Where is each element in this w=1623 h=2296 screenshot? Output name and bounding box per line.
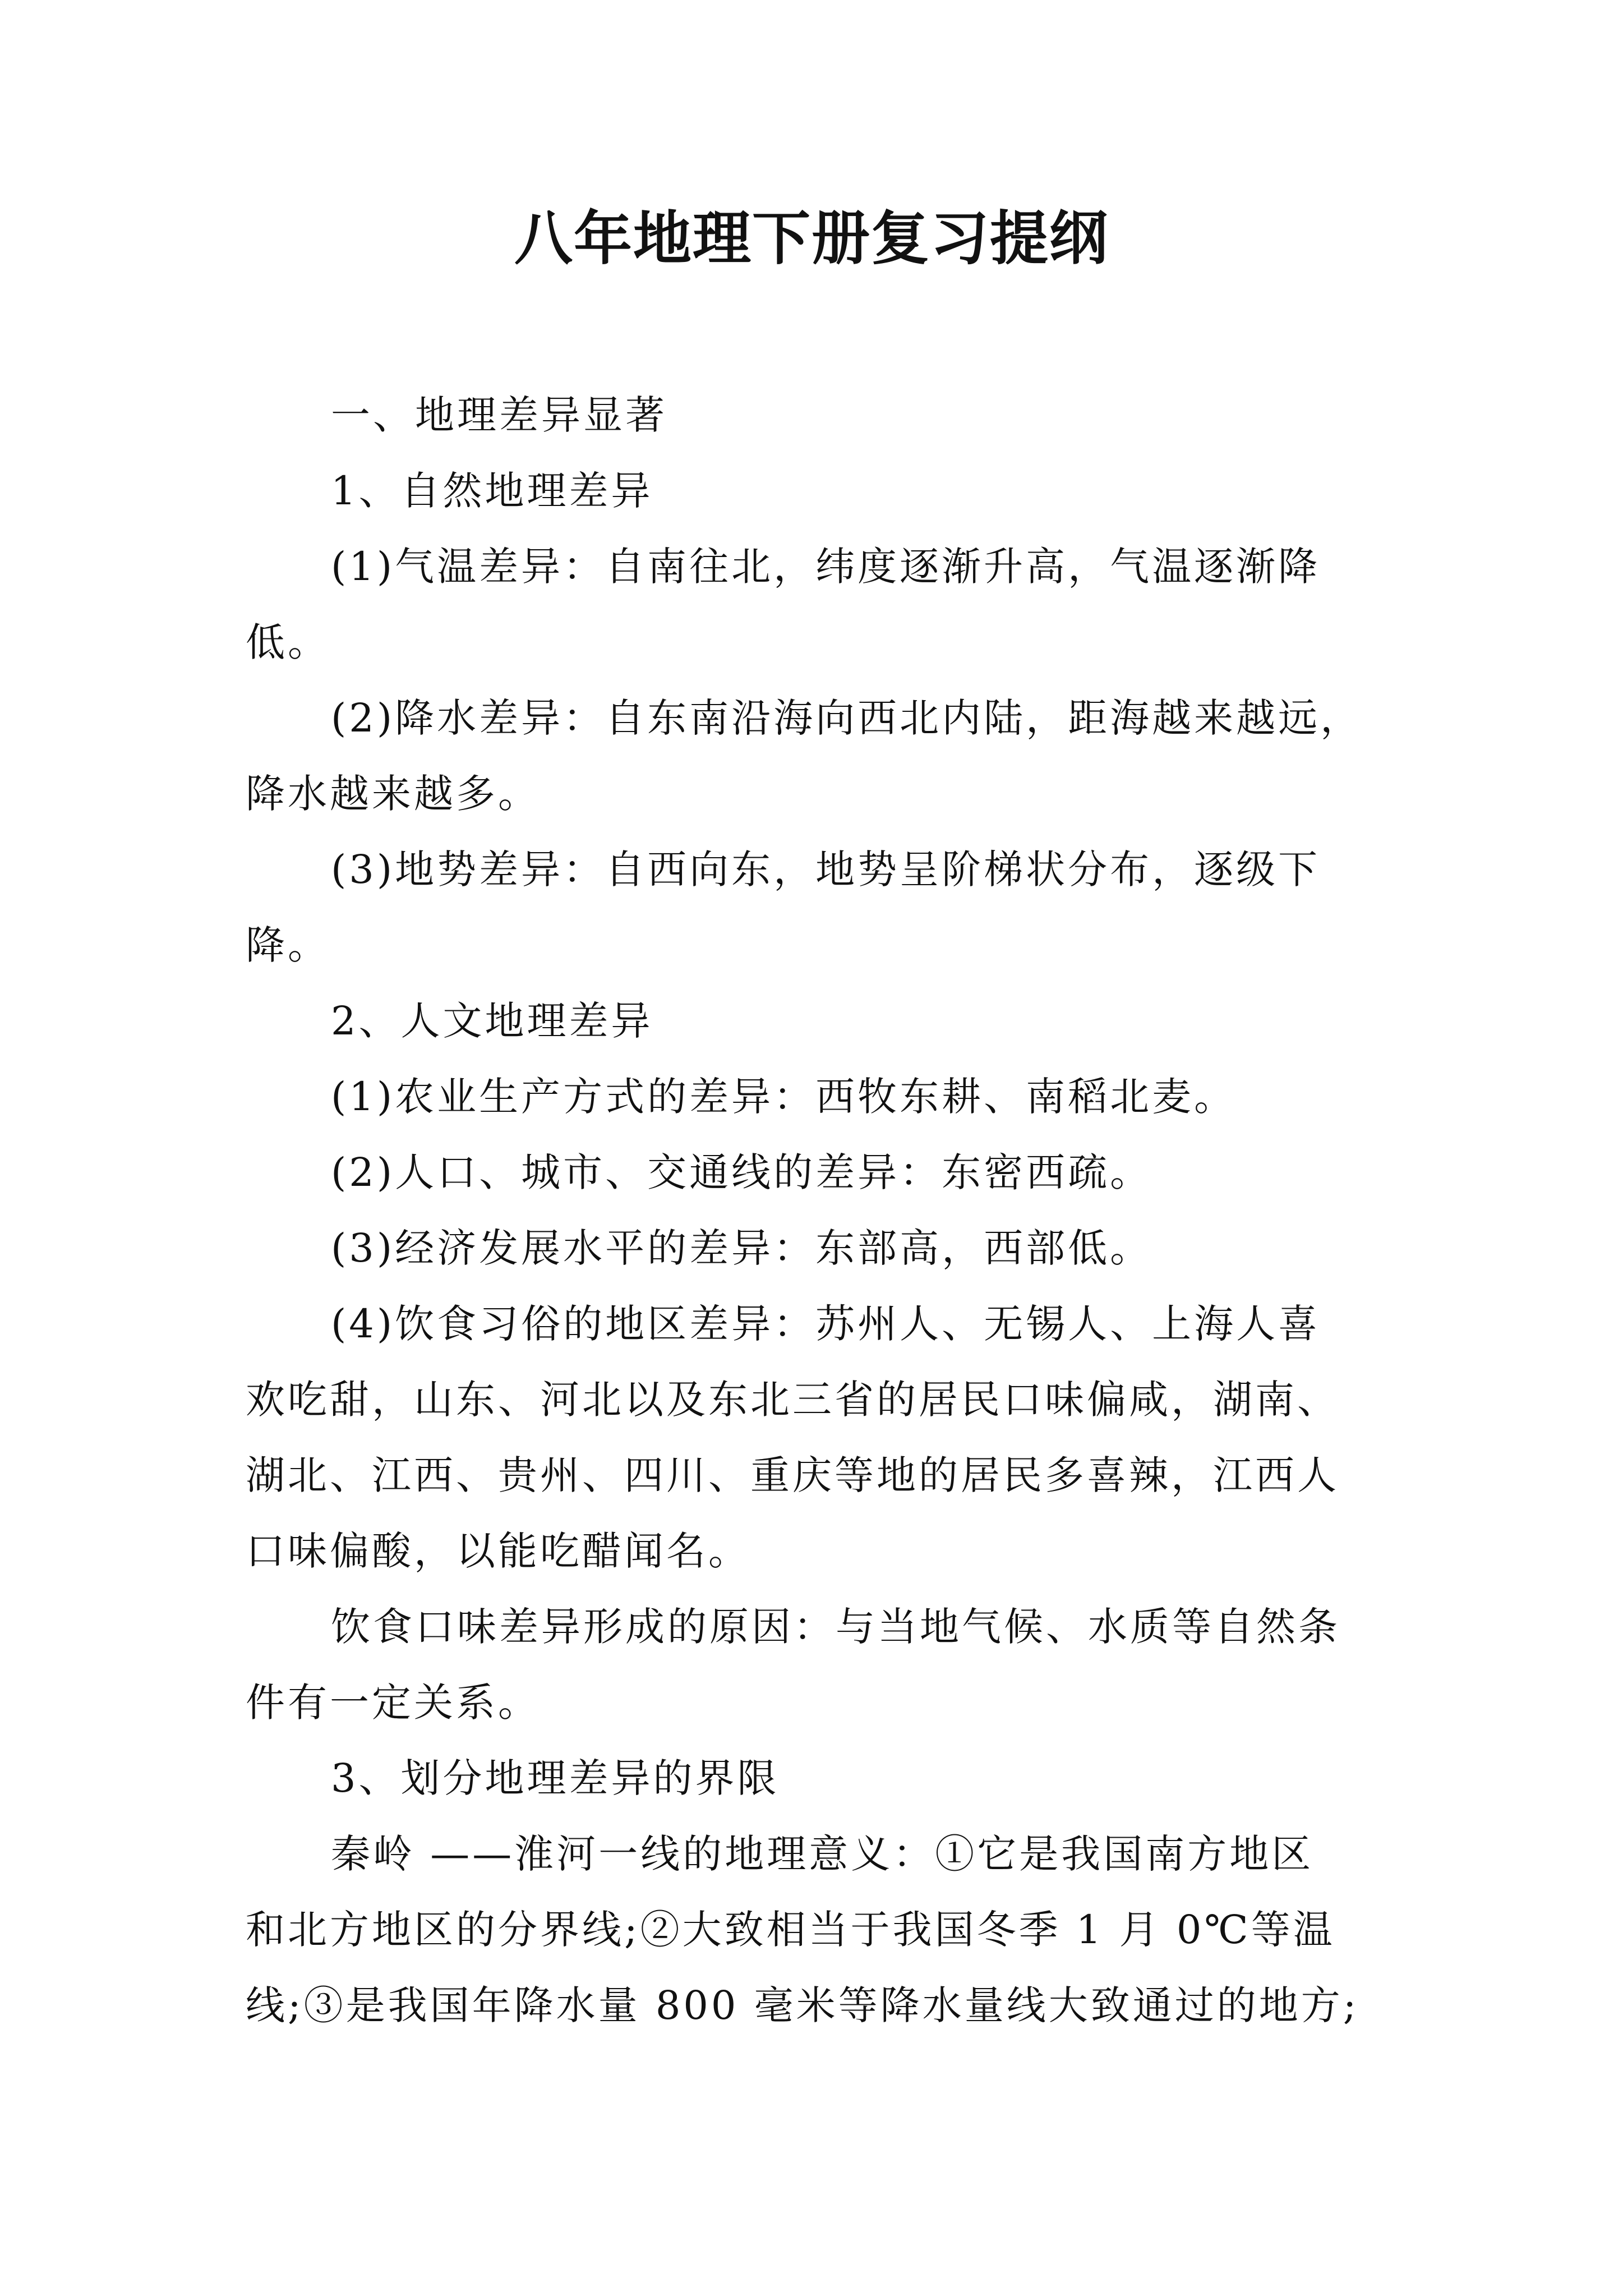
- text-line: 和北方地区的分界线;②大致相当于我国冬季 1 月 0℃等温: [246, 1907, 1335, 1953]
- text-line: (2)人口、城市、交通线的差异：东密西疏。: [331, 1149, 1152, 1195]
- section-heading: 一、地理差异显著: [331, 392, 667, 438]
- text-line: (2)降水差异：自东南沿海向西北内陆，距海越来越远，: [331, 695, 1363, 741]
- subsection-heading: 3、划分地理差异的界限: [331, 1755, 780, 1801]
- text-line: 线;③是我国年降水量 800 毫米等降水量线大致通过的地方;: [246, 1982, 1359, 2028]
- text-line: (3)经济发展水平的差异：东部高，西部低。: [331, 1225, 1152, 1271]
- subsection-heading: 2、人文地理差异: [331, 998, 653, 1044]
- text-line: (1)气温差异：自南往北，纬度逐渐升高，气温逐渐降: [331, 544, 1321, 590]
- text-line: 降水越来越多。: [246, 771, 540, 817]
- text-line: 湖北、江西、贵州、四川、重庆等地的居民多喜辣，江西人: [246, 1452, 1339, 1498]
- text-line: 饮食口味差异形成的原因：与当地气候、水质等自然条: [331, 1604, 1340, 1650]
- text-line: 秦岭 ——淮河一线的地理意义：①它是我国南方地区: [331, 1831, 1314, 1877]
- text-line: (3)地势差异：自西向东，地势呈阶梯状分布，逐级下: [331, 846, 1321, 892]
- text-line: 口味偏酸，以能吃醋闻名。: [246, 1528, 750, 1574]
- text-line: (4)饮食习俗的地区差异：苏州人、无锡人、上海人喜: [331, 1301, 1321, 1347]
- text-line: 件有一定关系。: [246, 1680, 540, 1726]
- subsection-heading: 1、自然地理差异: [331, 468, 653, 514]
- text-line: 低。: [246, 619, 330, 665]
- text-line: (1)农业生产方式的差异：西牧东耕、南稻北麦。: [331, 1074, 1237, 1120]
- text-line: 欢吃甜，山东、河北以及东北三省的居民口味偏咸，湖南、: [246, 1377, 1339, 1423]
- text-line: 降。: [246, 922, 330, 968]
- document-title: 八年地理下册复习提纲: [514, 204, 1109, 273]
